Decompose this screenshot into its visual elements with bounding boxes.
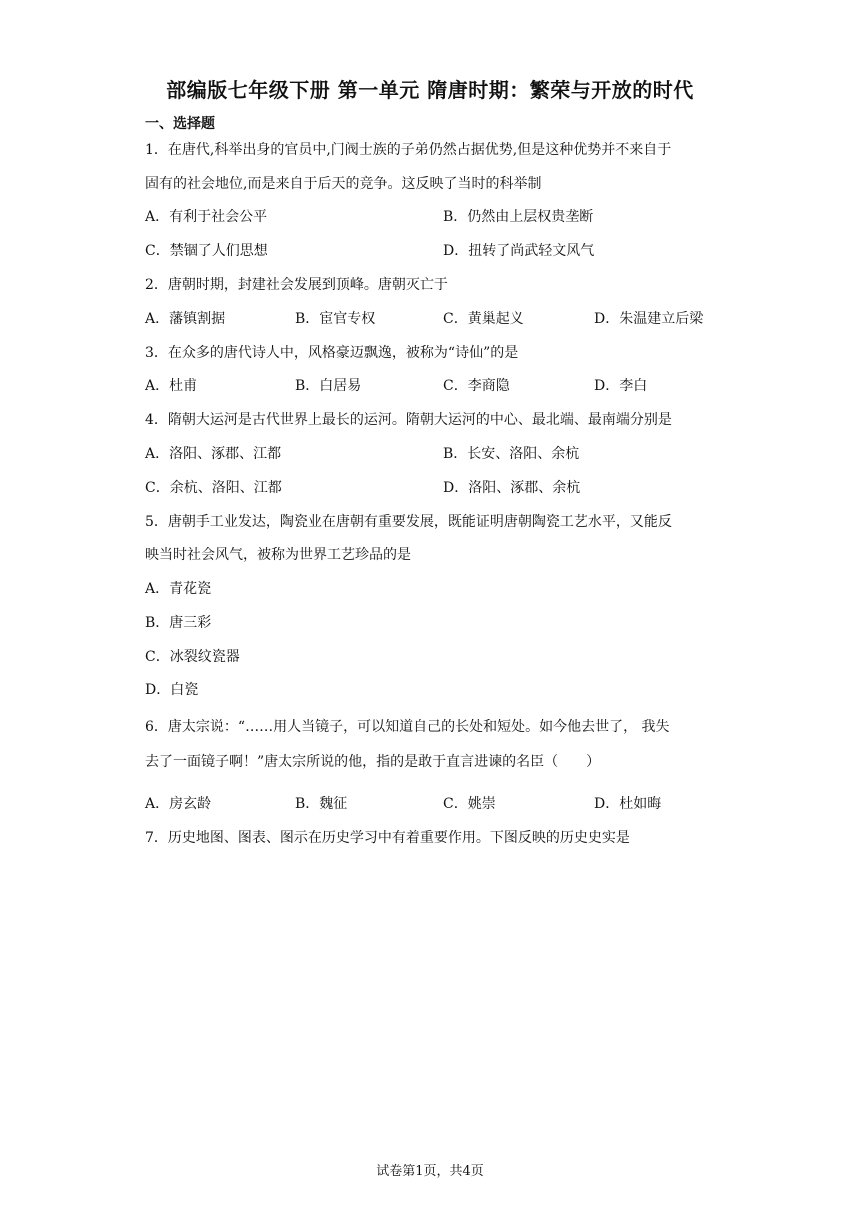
question-1-option-c: C．禁锢了人们思想 [145, 243, 268, 259]
question-1-line-1: 1．在唐代,科举出身的官员中,门阀士族的子弟仍然占据优势,但是这种优势并不来自于 [145, 142, 672, 158]
question-6-option-d: D．杜如晦 [594, 796, 662, 812]
question-4-option-d: D．洛阳、涿郡、余杭 [443, 480, 581, 496]
question-5-line-1: 5．唐朝手工业发达，陶瓷业在唐朝有重要发展，既能证明唐朝陶瓷工艺水平，又能反 [145, 514, 672, 530]
question-3-line-1: 3．在众多的唐代诗人中，风格豪迈飘逸，被称为“诗仙”的是 [145, 345, 519, 361]
question-2-line-1: 2．唐朝时期，封建社会发展到顶峰。唐朝灭亡于 [145, 277, 448, 293]
question-2-option-d: D．朱温建立后梁 [594, 311, 704, 327]
question-6-option-c: C．姚崇 [443, 796, 496, 812]
question-5-line-2: 映当时社会风气，被称为世界工艺珍品的是 [145, 547, 411, 563]
question-5-option-a: A．青花瓷 [145, 581, 212, 597]
question-1-option-d: D．扭转了尚武轻文风气 [443, 243, 595, 259]
question-4-option-a: A．洛阳、涿郡、江都 [145, 446, 282, 462]
question-3-option-d: D．李白 [594, 378, 648, 394]
question-1-option-b: B．仍然由上层权贵垄断 [443, 209, 594, 225]
page-title: 部编版七年级下册 第一单元 隋唐时期：繁荣与开放的时代 [166, 78, 694, 102]
question-4-option-c: C．余杭、洛阳、江都 [145, 480, 282, 496]
question-4-line-1: 4．隋朝大运河是古代世界上最长的运河。隋朝大运河的中心、最北端、最南端分别是 [145, 412, 672, 428]
question-3-option-b: B．白居易 [295, 378, 362, 394]
question-2-option-c: C．黄巢起义 [443, 311, 524, 327]
question-6-line-2: 去了一面镜子啊！”唐太宗所说的他，指的是敢于直言进谏的名臣（ ） [145, 754, 601, 770]
page-footer: 试卷第1页，共4页 [376, 1164, 484, 1179]
question-3-option-c: C．李商隐 [443, 378, 510, 394]
question-7-line-1: 7．历史地图、图表、图示在历史学习中有着重要作用。下图反映的历史史实是 [145, 830, 630, 846]
question-1-line-2: 固有的社会地位,而是来自于后天的竞争。这反映了当时的科举制 [145, 176, 542, 192]
question-3-option-a: A．杜甫 [145, 378, 198, 394]
question-4-option-b: B．长安、洛阳、余杭 [443, 446, 580, 462]
section-heading: 一、选择题 [145, 116, 215, 132]
question-5-option-c: C．冰裂纹瓷器 [145, 649, 240, 665]
question-5-option-b: B．唐三彩 [145, 615, 212, 631]
question-6-line-1: 6．唐太宗说：“……用人当镜子，可以知道自己的长处和短处。如今他去世了， 我失 [145, 719, 670, 735]
question-6-option-a: A．房玄龄 [145, 796, 212, 812]
question-2-option-a: A．藩镇割据 [145, 311, 226, 327]
question-1-option-a: A．有利于社会公平 [145, 209, 268, 225]
question-5-option-d: D．白瓷 [145, 682, 199, 698]
question-6-option-b: B．魏征 [295, 796, 348, 812]
question-2-option-b: B．宦官专权 [295, 311, 376, 327]
